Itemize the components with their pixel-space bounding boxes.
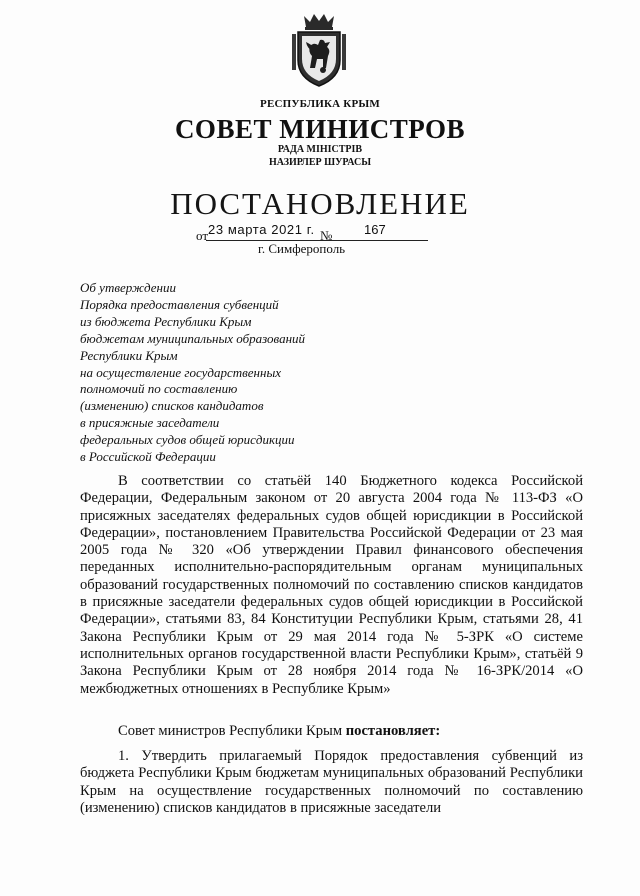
council-name-crimean-tatar: НАЗИРЛЕР ШУРАСЫ	[268, 157, 372, 168]
decree-city: г. Симферополь	[258, 241, 346, 256]
preamble-paragraph: В соответствии со статьёй 140 Бюджетного кодекса Российской Федерации, Федеральным законом от 20 августа 2004 года № 113-ФЗ «О присяжных заседателях федеральных судов общей юрисдикции в Российской Федерации», постановлением Правительства Российской Федерации от 23 мая 2005 года № 320 «Об утверждении Правил финансового обеспечения переданных исполнительно-распорядительным органам муниципальных образований государственных полномочий по составлению списков кандидатов в присяжные заседатели федеральных судов общей юрисдикции в Российской Федерации», статьями 83, 84 Конституции Республики Крым, статьями 28, 41 Закона Республики Крым от 29 мая 2014 года № 5-ЗРК «О системе исполнительных органов государственной власти Республики Крым», статьёй 9 Закона Республики Крым от 28 ноября 2014 года № 16-ЗРК/2014 «О межбюджетных отношениях в Республике Крым»	[80, 473, 583, 697]
subject-line: на осуществление государственных	[80, 364, 282, 380]
republic-name: РЕСПУБЛИКА КРЫМ	[260, 98, 380, 110]
date-prefix: от	[196, 228, 209, 243]
council-name-ukrainian: РАДА МІНІСТРІВ	[277, 144, 363, 155]
decree-number: 167	[364, 222, 386, 237]
clause-1-paragraph: 1. Утвердить прилагаемый Порядок предоставления субвенций из бюджета Республики Крым бюджетам муниципальных образований Республики Крым на осуществление государственных полномочий по составлению (изменению) списков кандидатов в присяжные заседатели	[80, 748, 583, 816]
subject-line: полномочий по составлению	[80, 381, 238, 397]
subject-line: в Российской Федерации	[80, 449, 216, 465]
subject-line: в присяжные заседатели	[80, 415, 220, 431]
subject-line: Республики Крым	[80, 347, 178, 363]
decree-subject	[80, 280, 380, 466]
council-name: СОВЕТ МИНИСТРОВ	[174, 114, 466, 144]
number-prefix: №	[320, 228, 333, 243]
resolution-text: Совет министров Республики Крым	[118, 723, 346, 739]
document-type-title: ПОСТАНОВЛЕНИЕ	[170, 186, 470, 221]
coat-of-arms-emblem	[290, 12, 348, 90]
subject-line: Об утверждении	[80, 280, 176, 295]
subject-line: из бюджета Республики Крым	[80, 313, 252, 329]
resolution-paragraph	[80, 723, 583, 740]
subject-line: федеральных судов общей юрисдикции	[80, 432, 295, 448]
decree-dateline	[196, 222, 428, 242]
resolution-verb: постановляет:	[345, 723, 441, 739]
subject-line: (изменению) списков кандидатов	[80, 398, 264, 414]
subject-line: бюджетам муниципальных образований	[80, 330, 306, 346]
subject-line: Порядка предоставления субвенций	[80, 296, 279, 312]
decree-date: 23 марта 2021 г.	[208, 222, 315, 237]
